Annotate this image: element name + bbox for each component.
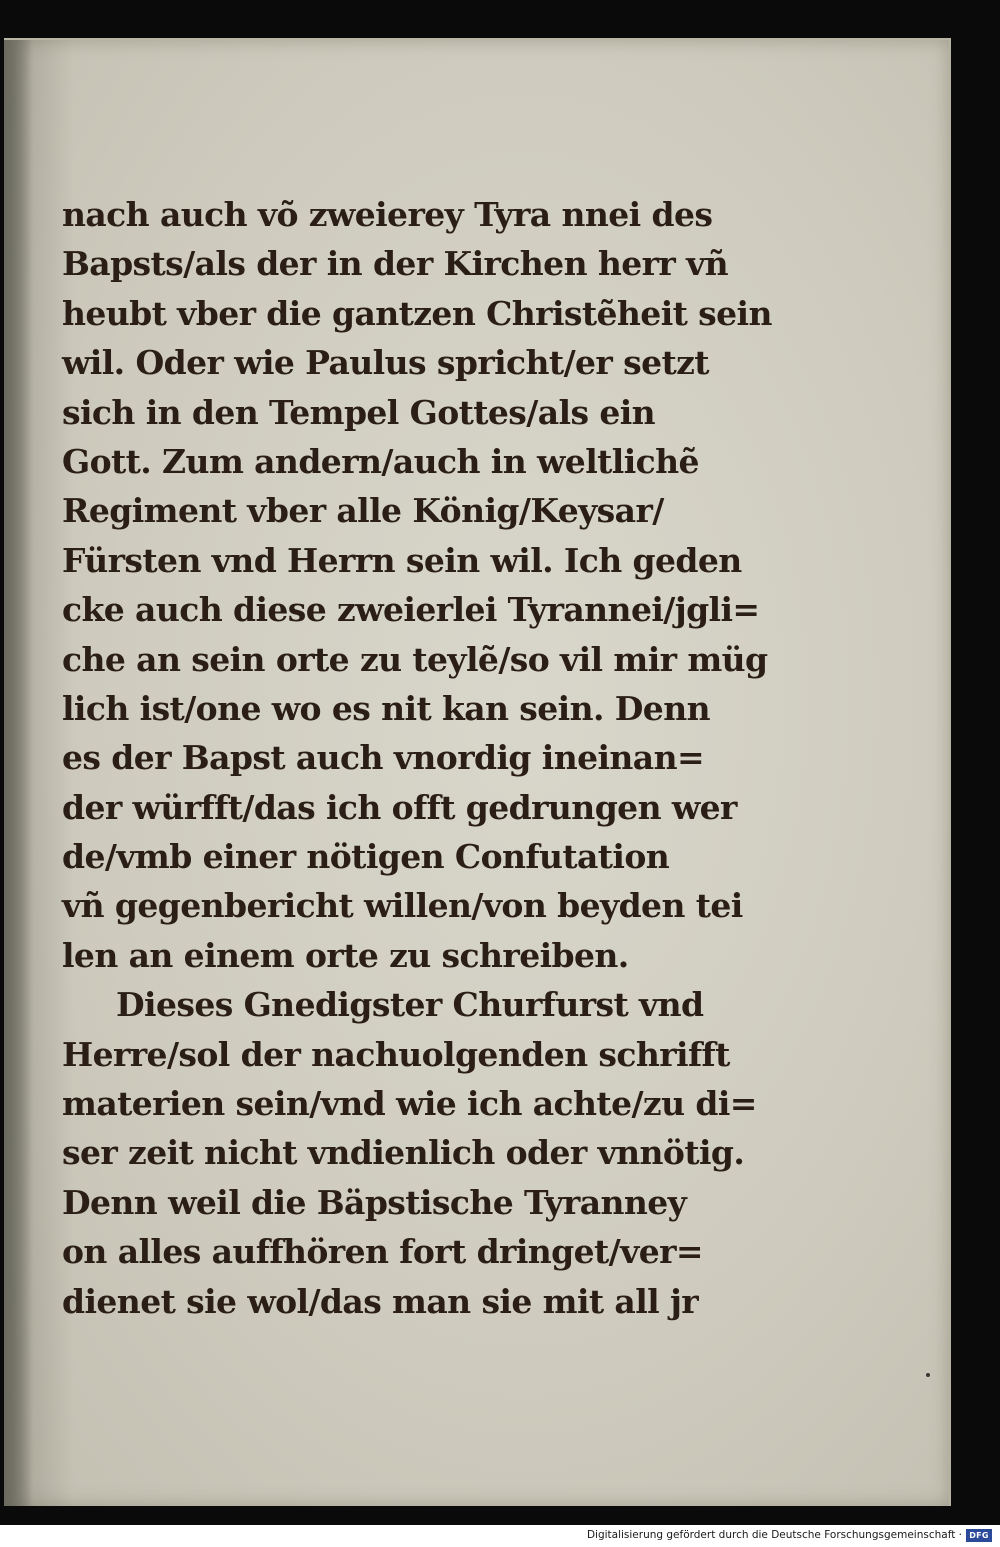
- text-line: es der Bapst auch vnordig ineinan=: [62, 738, 705, 778]
- text-line: Bapsts/als der in der Kirchen herr vñ: [62, 244, 729, 284]
- dfg-logo-icon: DFG: [966, 1529, 992, 1542]
- text-line: che an sein orte zu teylẽ/so vil mir müg: [62, 639, 768, 679]
- text-line: vñ gegenbericht willen/von beyden tei: [62, 886, 743, 926]
- text-line: on alles auffhören fort dringet/ver=: [62, 1232, 703, 1272]
- book-page: [4, 38, 951, 1506]
- text-line: Regiment vber alle König/Keysar/: [62, 491, 664, 531]
- text-line: sich in den Tempel Gottes/als ein: [62, 392, 656, 432]
- text-line: lich ist/one wo es nit kan sein. Denn: [62, 688, 710, 728]
- text-line: de/vmb einer nötigen Confutation: [62, 837, 670, 877]
- text-line: nach auch võ zweierey Tyra nnei des: [62, 195, 713, 234]
- text-line: cke auch diese zweierlei Tyrannei/jgli=: [62, 590, 760, 630]
- text-line: materien sein/vnd wie ich achte/zu di=: [62, 1084, 757, 1124]
- text-line: ser zeit nicht vndienlich oder vnnötig.: [62, 1133, 745, 1173]
- text-line: heubt vber die gantzen Christẽheit sein: [62, 293, 772, 333]
- text-line: Gott. Zum andern/auch in weltlichẽ: [62, 441, 699, 481]
- text-line: wil. Oder wie Paulus spricht/er setzt: [62, 343, 709, 383]
- paper-speck: [926, 1373, 930, 1377]
- text-line: Herre/sol der nachuolgenden schrifft: [62, 1034, 730, 1074]
- fraktur-text-block: [62, 190, 772, 1326]
- text-line: Fürsten vnd Herrn sein wil. Ich geden: [62, 540, 742, 580]
- text-line: dienet sie wol/das man sie mit all jr: [62, 1281, 699, 1321]
- gutter-shadow: [4, 40, 32, 1506]
- paragraph-start-line: Dieses Gnedigster Churfurst vnd: [116, 985, 704, 1025]
- text-line: Denn weil die Bäpstische Tyranney: [62, 1182, 687, 1222]
- text-line: len an einem orte zu schreiben.: [62, 935, 629, 975]
- funding-credit: Digitalisierung gefördert durch die Deutsche Forschungsgemeinschaft ·: [586, 1529, 962, 1541]
- footer-bar: [0, 1525, 1000, 1547]
- text-line: der würfft/das ich offt gedrungen wer: [62, 787, 737, 827]
